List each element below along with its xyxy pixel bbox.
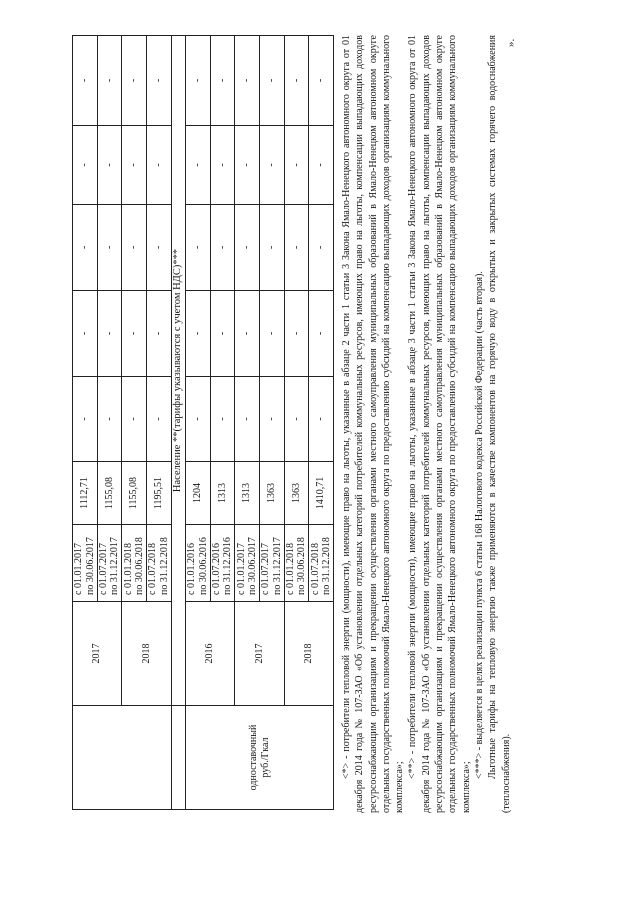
empty-cell [171,706,185,810]
dash-cell: - [97,291,122,377]
year-cell: 2018 [122,602,171,706]
dash-cell: - [186,36,211,126]
dash-cell: - [122,126,147,205]
dash-cell: - [186,291,211,377]
tariff-value: 1112,71 [73,462,98,525]
table-row [186,36,211,810]
dash-cell: - [284,126,309,205]
year-cell: 2016 [186,602,235,706]
dash-cell: - [235,36,260,126]
dash-cell: - [122,291,147,377]
dash-cell: - [186,377,211,462]
period-cell: с 01.01.2018 по 30.06.2018 [284,525,309,602]
dash-cell: - [73,377,98,462]
footnote: <*> - потребители тепловой энергии (мощности), имеющие право на льготы, указанные в абзаце 2 части 1 статьи 3 Закона Ямало-Ненецкого автономного округа от 01 декабря 2014 года № 107-ЗАО «Об установлении отдельных категорий потребителей коммунальных ресурсов, имеющих право на льготы, компенсации выпадающих доходов ресурсоснабжающим организациям и прекращении осуществления органами местного самоуправления муниципальных образований в Ямало-Ненецком автономном округе отдельных государственных полномочий Ямало-Ненецкого автономного округа по предоставлению субсидий на компенсацию выпадающих доходов организациям коммунального комплекса»; [341,35,406,813]
dash-cell: - [235,377,260,462]
dash-cell: - [210,205,235,291]
tariff-value: 1313 [210,462,235,525]
dash-cell: - [73,205,98,291]
table-row [284,36,309,810]
dash-cell: - [73,36,98,126]
year-cell: 2017 [235,602,284,706]
dash-cell: - [235,205,260,291]
dash-cell: - [309,205,334,291]
period-cell: с 01.07.2017 по 31.12.2017 [259,525,284,602]
footnote: <**> - потребители тепловой энергии (мощности), имеющие право на льготы, указанные в абзаце 3 части 1 статьи 3 Закона Ямало-Ненецкого автономного округа от 01 декабря 2014 года № 107-ЗАО «Об установлении отдельных категорий потребителей коммунальных ресурсов, имеющих право на льготы, компенсации выпадающих доходов ресурсоснабжающим организациям и прекращении осуществления органами местного самоуправления муниципальных образований в Ямало-Ненецком автономном округе отдельных государственных полномочий Ямало-Ненецкого автономного округа по предоставлению субсидий на компенсацию выпадающих доходов организациям коммунального комплекса»; [407,35,472,813]
period-cell: с 01.07.2018 по 31.12.2018 [309,525,334,602]
table-row [122,36,147,810]
period-cell: с 01.01.2017 по 30.06.2017 [73,525,98,602]
unit-label: одноставочный руб./Гкал [186,706,334,810]
dash-cell: - [235,126,260,205]
dash-cell: - [309,36,334,126]
dash-cell: - [259,126,284,205]
tariff-value: 1313 [235,462,260,525]
dash-cell: - [210,126,235,205]
dash-cell: - [210,377,235,462]
dash-cell: - [309,377,334,462]
dash-cell: - [284,377,309,462]
dash-cell: - [210,291,235,377]
population-header: Население **(тарифы указываются с учетом НДС)*** [171,36,185,706]
dash-cell: - [259,36,284,126]
dash-cell: - [186,205,211,291]
tariff-value: 1363 [284,462,309,525]
dash-cell: - [309,291,334,377]
dash-cell: - [97,377,122,462]
dash-cell: - [309,126,334,205]
dash-cell: - [235,291,260,377]
closing-quote-mark: ». [505,38,517,47]
dash-cell: - [186,126,211,205]
tariff-value: 1204 [186,462,211,525]
year-cell: 2017 [73,602,122,706]
tariff-value: 1155,08 [122,462,147,525]
period-cell: с 01.01.2017 по 30.06.2017 [235,525,260,602]
dash-cell: - [146,126,171,205]
dash-cell: - [122,377,147,462]
dash-cell: - [284,36,309,126]
dash-cell: - [122,205,147,291]
dash-cell: - [97,205,122,291]
dash-cell: - [97,126,122,205]
tariff-value: 1155,08 [97,462,122,525]
dash-cell: - [73,291,98,377]
tariff-value: 1195,51 [146,462,171,525]
year-cell: 2018 [284,602,333,706]
dash-cell: - [210,36,235,126]
tariff-value: 1410,71 [309,462,334,525]
dash-cell: - [259,377,284,462]
dash-cell: - [146,377,171,462]
dash-cell: - [259,205,284,291]
footnotes [340,35,513,813]
dash-cell: - [97,36,122,126]
period-cell: с 01.07.2017 по 31.12.2017 [97,525,122,602]
population-header-row [171,36,185,810]
period-cell: с 01.07.2018 по 31.12.2018 [146,525,171,602]
tariff-table [72,35,334,810]
dash-cell: - [259,291,284,377]
period-cell: с 01.01.2018 по 30.06.2018 [122,525,147,602]
dash-cell: - [146,291,171,377]
tariff-value: 1363 [259,462,284,525]
period-cell: с 01.01.2016 по 30.06.2016 [186,525,211,602]
table-row [235,36,260,810]
dash-cell: - [284,205,309,291]
footnote: Льготные тарифы на тепловую энергию также применяются в качестве компонентов на горячую воду в открытых и закрытых системах горячего водоснабжения (теплоснабжения). [487,35,512,813]
footnote: <***> - выделяется в целях реализации пункта 6 статьи 168 Налогового кодекса Российской Федерации (часть вторая). [473,271,485,779]
empty-cell [73,706,172,810]
dash-cell: - [284,291,309,377]
dash-cell: - [146,36,171,126]
dash-cell: - [146,205,171,291]
period-cell: с 01.07.2016 по 31.12.2016 [210,525,235,602]
dash-cell: - [122,36,147,126]
dash-cell: - [73,126,98,205]
table-row [73,36,98,810]
